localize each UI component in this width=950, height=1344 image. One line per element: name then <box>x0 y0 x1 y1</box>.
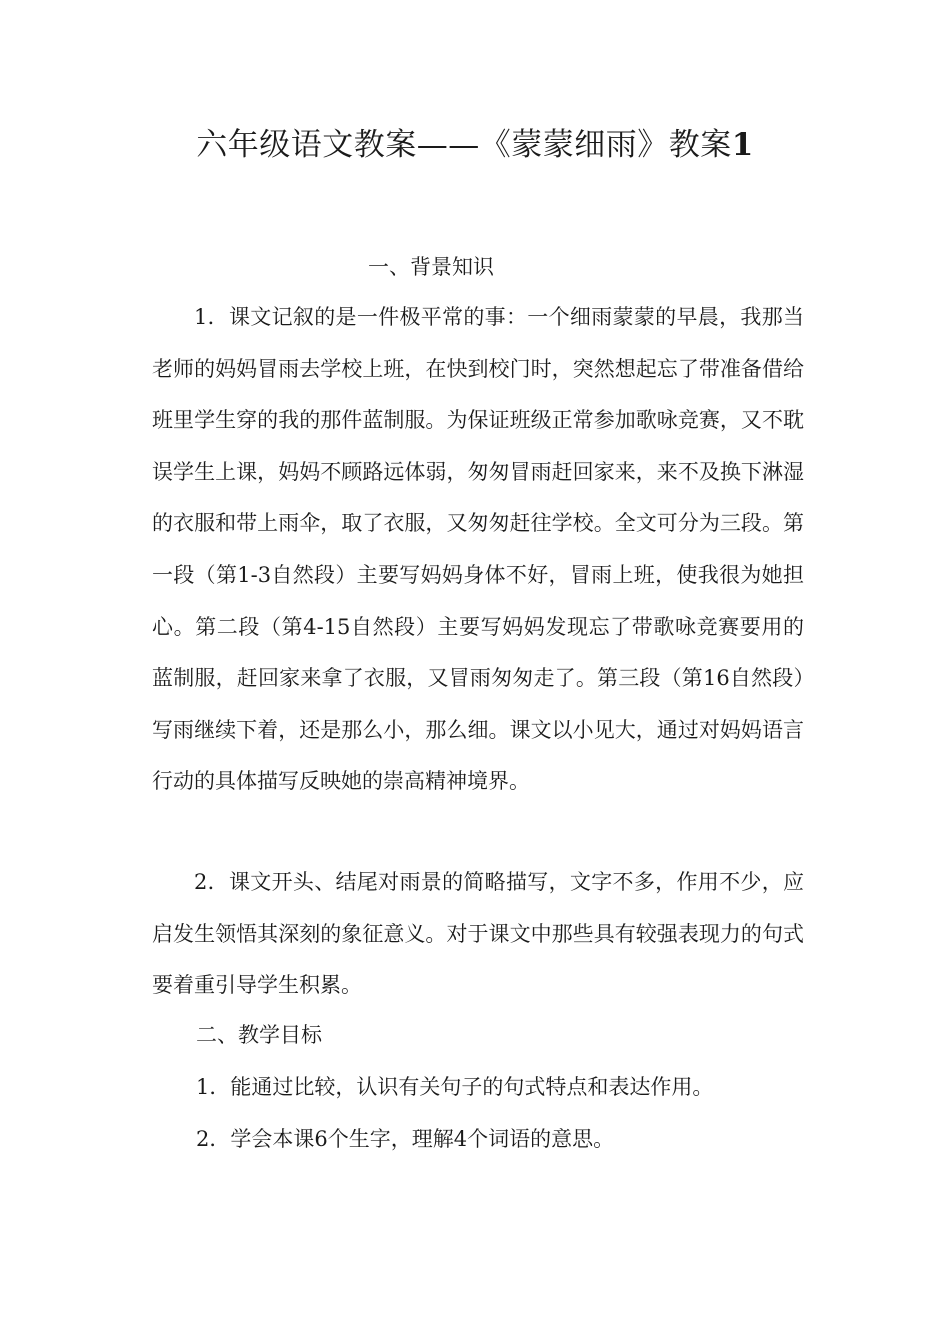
paragraph-1: 1．课文记叙的是一件极平常的事：一个细雨蒙蒙的早晨，我那当老师的妈妈冒雨去学校上班，在快到校门时，突然想起忘了带准备借给班里学生穿的我的那件蓝制服。为保证班级正常参加歌咏竞赛，又不耽误学生上课，妈妈不顾路远体弱，匆匆冒雨赶回家来，来不及换下淋湿的衣服和带上雨伞，取了衣服，又匆匆赶往学校。全文可分为三段。第一段（第1-3自然段）主要写妈妈身体不好，冒雨上班，使我很为她担心。第二段（第4-15自然段）主要写妈妈发现忘了带歌咏竞赛要用的蓝制服，赶回家来拿了衣服，又冒雨匆匆走了。第三段（第16自然段）写雨继续下着，还是那么小，那么细。课文以小见大，通过对妈妈语言行动的具体描写反映她的崇高精神境界。 <box>152 305 804 794</box>
objective-item-2: 2．学会本课6个生字，理解4个词语的意思。 <box>196 1127 615 1151</box>
section-heading-background: 一、背景知识 <box>368 255 494 279</box>
objective-item-1: 1．能通过比较，认识有关句子的句式特点和表达作用。 <box>196 1075 714 1099</box>
document-title <box>0 121 950 169</box>
document-title-text: 六年级语文教案——《蒙蒙细雨》教案 <box>196 127 732 163</box>
paragraph-2: 2．课文开头、结尾对雨景的简略描写，文字不多，作用不少，应启发生领悟其深刻的象征意义。对于课文中那些具有较强表现力的句式要着重引导学生积累。 <box>152 870 804 998</box>
section-heading-objectives: 二、教学目标 <box>196 1023 322 1047</box>
document-title-number: 1 <box>731 127 754 163</box>
